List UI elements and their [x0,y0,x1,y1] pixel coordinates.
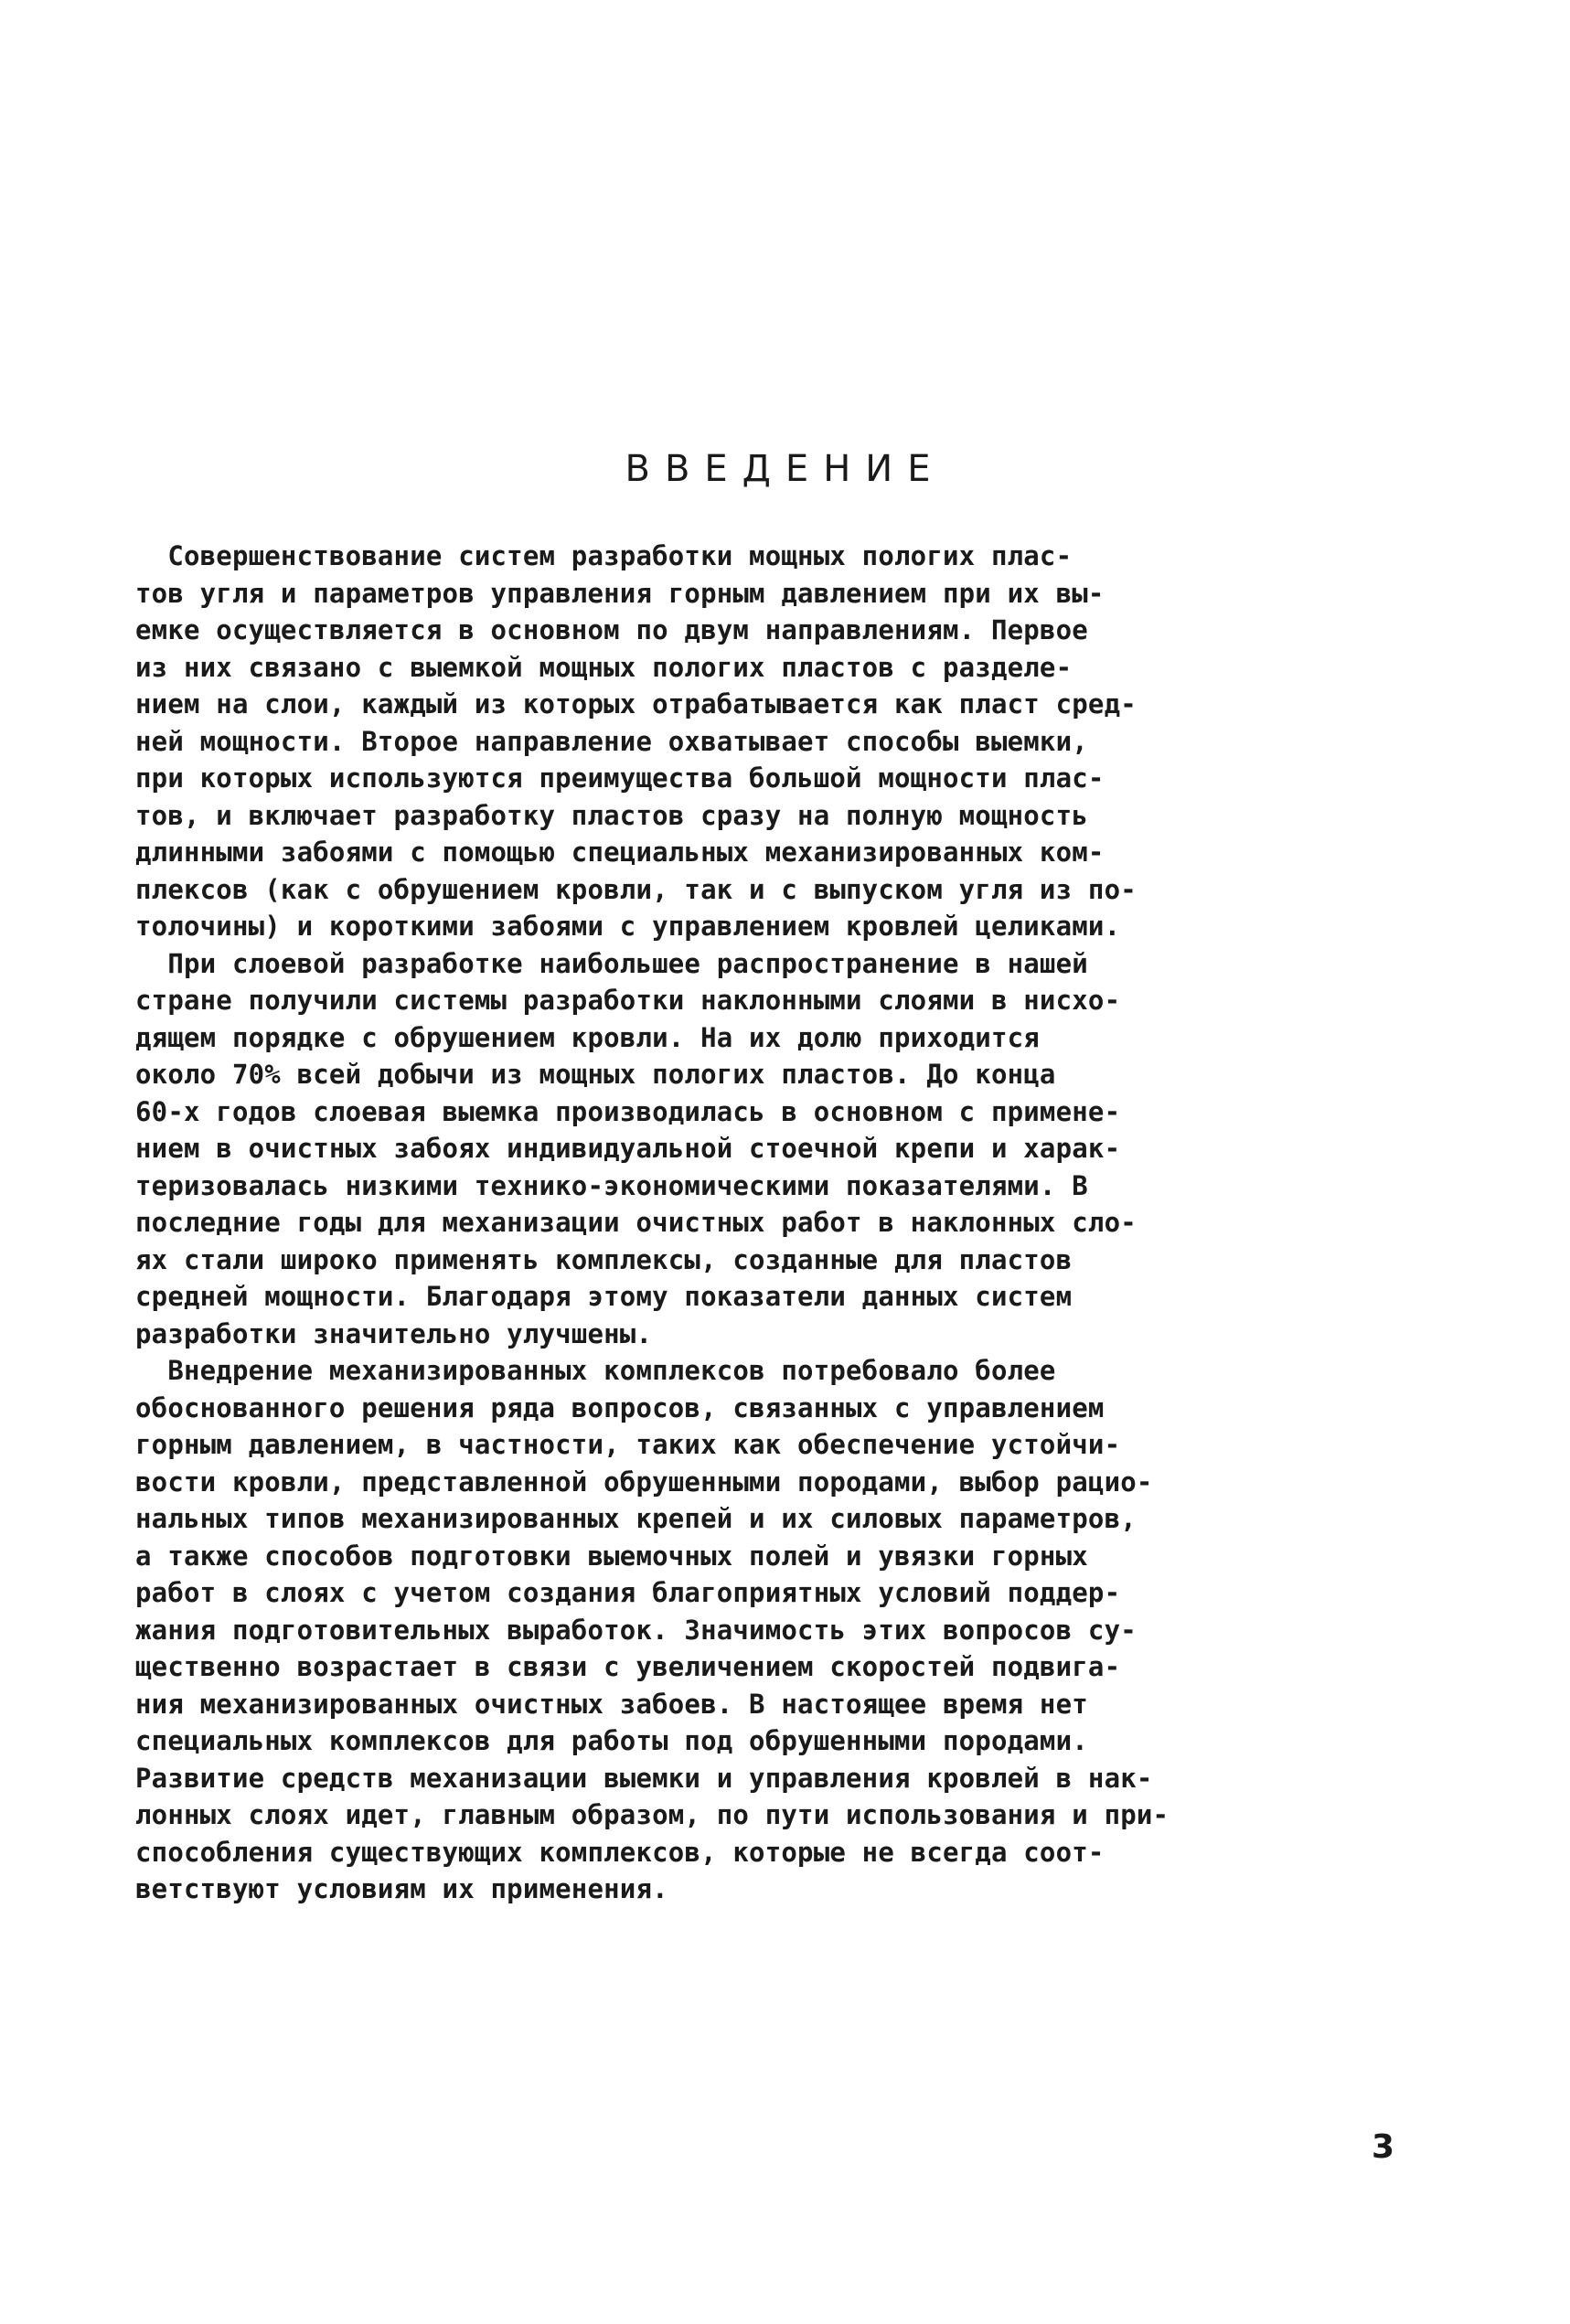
text-line: ней мощности. Второе направление охватывает способы выемки, [135,725,1088,757]
text-line: средней мощности. Благодаря этому показатели данных систем [135,1281,1073,1312]
text-line: щественно возрастает в связи с увеличением скоростей подвига- [135,1651,1121,1682]
text-line: Внедрение механизированных комплексов потребовало более [135,1355,1056,1386]
text-line: а также способов подготовки выемочных полей и увязки горных [135,1540,1088,1572]
text-line: жания подготовительных выработок. Значимость этих вопросов су- [135,1614,1137,1646]
text-line: последние годы для механизации очистных работ в наклонных сло- [135,1207,1137,1238]
text-line: способления существующих комплексов, которые не всегда соот- [135,1836,1105,1868]
text-line: длинными забоями с помощью специальных механизированных ком- [135,837,1105,868]
text-line: нием на слои, каждый из которых отрабатывается как пласт сред- [135,688,1137,720]
text-line: стране получили системы разработки наклонными слоями в нисхо- [135,985,1121,1016]
text-line: Совершенствование систем разработки мощных пологих плас- [135,540,1073,571]
text-line: разработки значительно улучшены. [135,1317,653,1349]
text-line: горным давлением, в частности, таких как обеспечение устойчи- [135,1429,1121,1460]
text-line: нальных типов механизированных крепей и их силовых параметров, [135,1503,1137,1534]
text-line: толочины) и короткими забоями с управлением кровлей целиками. [135,911,1121,942]
text-line: лонных слоях идет, главным образом, по пути использования и при- [135,1799,1169,1830]
text-line: работ в слоях с учетом создания благоприятных условий поддер- [135,1577,1121,1608]
text-line: теризовалась низкими технико-экономическими показателями. В [135,1169,1088,1201]
page-heading: ВВЕДЕНИЕ [625,448,945,490]
text-line: нием в очистных забоях индивидуальной стоечной крепи и харак- [135,1133,1121,1164]
body-text [135,538,1461,1908]
text-line: ветствуют условиям их применения. [135,1873,668,1904]
text-line: тов, и включает разработку пластов сразу на полную мощность [135,799,1088,831]
page-number: 3 [1372,2128,1395,2166]
text-line: ях стали широко применять комплексы, созданные для пластов [135,1243,1073,1275]
text-line: около 70% всей добычи из мощных пологих пластов. До конца [135,1059,1056,1090]
text-line: При слоевой разработке наибольшее распространение в нашей [135,947,1088,979]
text-line: емке осуществляется в основном по двум направлениям. Первое [135,614,1088,645]
text-line: вости кровли, представленной обрушенными породами, выбор рацио- [135,1466,1153,1498]
text-line: при которых используются преимущества большой мощности плас- [135,762,1105,794]
text-line: из них связано с выемкой мощных пологих пластов с разделе- [135,651,1073,683]
text-line: дящем порядке с обрушением кровли. На их долю приходится [135,1021,1040,1053]
text-line: плексов (как с обрушением кровли, так и с выпуском угля из по- [135,873,1137,905]
text-line: Развитие средств механизации выемки и управления кровлей в нак- [135,1762,1153,1794]
text-line: ния механизированных очистных забоев. В настоящее время нет [135,1688,1088,1720]
text-line: 60-х годов слоевая выемка производилась в основном с примене- [135,1095,1121,1127]
text-line: специальных комплексов для работы под обрушенными породами. [135,1725,1088,1756]
text-line: обоснованного решения ряда вопросов, связанных с управлением [135,1391,1105,1423]
text-line: тов угля и параметров управления горным давлением при их вы- [135,577,1105,609]
